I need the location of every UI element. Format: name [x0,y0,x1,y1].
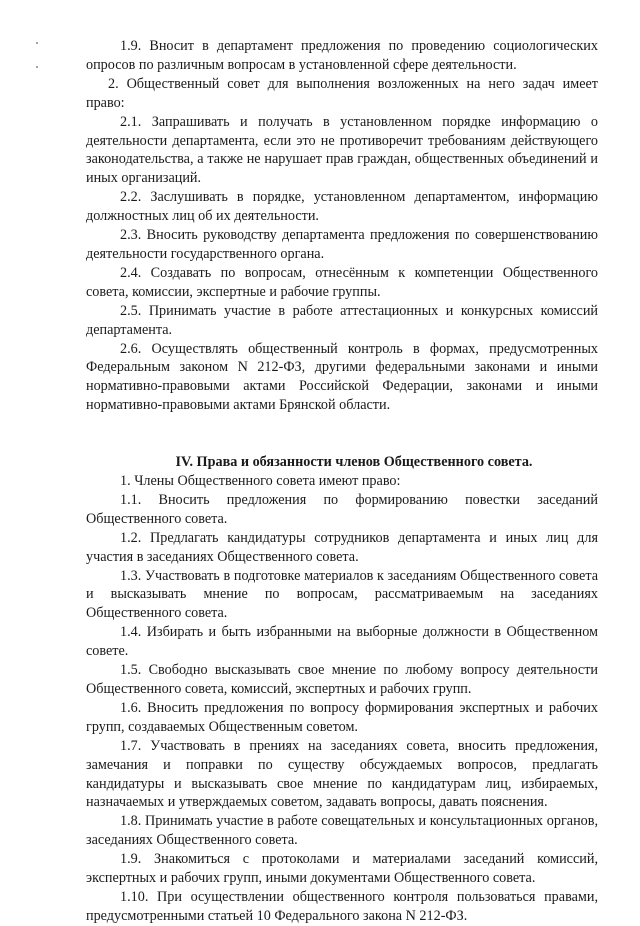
paragraph-1-9: 1.9. Вносит в департамент предложения по проведению социологических опросов по различным вопросам в установленной сфере деятельности. [86,38,598,73]
paragraph-2: 2. Общественный совет для выполнения возложенных на него задач имеет право: [86,75,598,111]
section-spacer [86,415,598,453]
paragraph-2-3: 2.3. Вносить руководству департамента предложения по совершенствованию деятельности государственного органа. [86,227,598,262]
paragraph-4-1-8: 1.8. Принимать участие в работе совещательных и консультационных органов, заседаниях Общественного совета. [86,813,598,849]
paragraph-2-2: 2.2. Заслушивать в порядке, установленном департаментом, информацию должностных лиц об их деятельности. [86,189,598,225]
document-page [86,37,598,926]
paragraph-2-6: 2.6. Осуществлять общественный контроль в формах, предусмотренных Федеральным законом N 212-ФЗ, другими федеральными законами и иными нормативно-правовыми актами Российской Федерации, законами и иными нормативно-правовыми актами Брянской области. [86,340,598,414]
paragraph-4-1: 1. Члены Общественного совета имеют право: [120,473,401,490]
paragraph-4-1-9: 1.9. Знакомиться с протоколами и материалами заседаний комиссий, экспертных и рабочих групп, иными документами Общественного совета. [86,851,598,887]
paragraph-4-1-1: 1.1. Вносить предложения по формированию повестки заседаний Общественного совета. [86,491,598,527]
paragraph-4-1-3: 1.3. Участвовать в подготовке материалов к заседаниям Общественного совета и высказывать мнение по вопросам, рассматриваемым на заседаниях Общественного совета. [86,567,598,622]
paragraph-2-5: 2.5. Принимать участие в работе аттестационных и конкурсных комиссий департамента. [86,302,598,338]
paragraph-4-1-6: 1.6. Вносить предложения по вопросу формирования экспертных и рабочих групп, создаваемых Общественным советом. [86,699,598,735]
paragraph-4-1-10: 1.10. При осуществлении общественного контроля пользоваться правами, предусмотренными статьей 10 Федерального закона N 212-ФЗ. [86,888,598,924]
paragraph-4-1-4: 1.4. Избирать и быть избранными на выборные должности в Общественном совете. [86,624,598,660]
paragraph-4-1-5: 1.5. Свободно высказывать свое мнение по любому вопросу деятельности Общественного совета, комиссий, экспертных и рабочих групп. [86,662,598,697]
section-heading: IV. Права и обязанности членов Общественного совета. [175,454,533,471]
paragraph-4-1-7: 1.7. Участвовать в прениях на заседаниях совета, вносить предложения, замечания и поправки по существу обсуждаемых вопросов, предлагать кандидатуры и высказывать свое мнение по кандидатурам лиц, избираемых, назначаемых и утверждаемых советом, задавать вопросы, давать пояснения. [86,737,598,811]
paragraph-2-4: 2.4. Создавать по вопросам, отнесённым к компетенции Общественного совета, комиссии, экспертные и рабочие группы. [86,264,598,300]
scan-speck [36,42,38,44]
scan-speck [36,66,38,68]
paragraph-4-1-2: 1.2. Предлагать кандидатуры сотрудников департамента и иных лиц для участия в заседаниях Общественного совета. [86,529,598,565]
paragraph-2-1: 2.1. Запрашивать и получать в установленном порядке информацию о деятельности департамента, если это не противоречит требованиям действующего законодательства, а также не нарушает прав граждан, общественных объединений и иных организаций. [86,113,598,187]
